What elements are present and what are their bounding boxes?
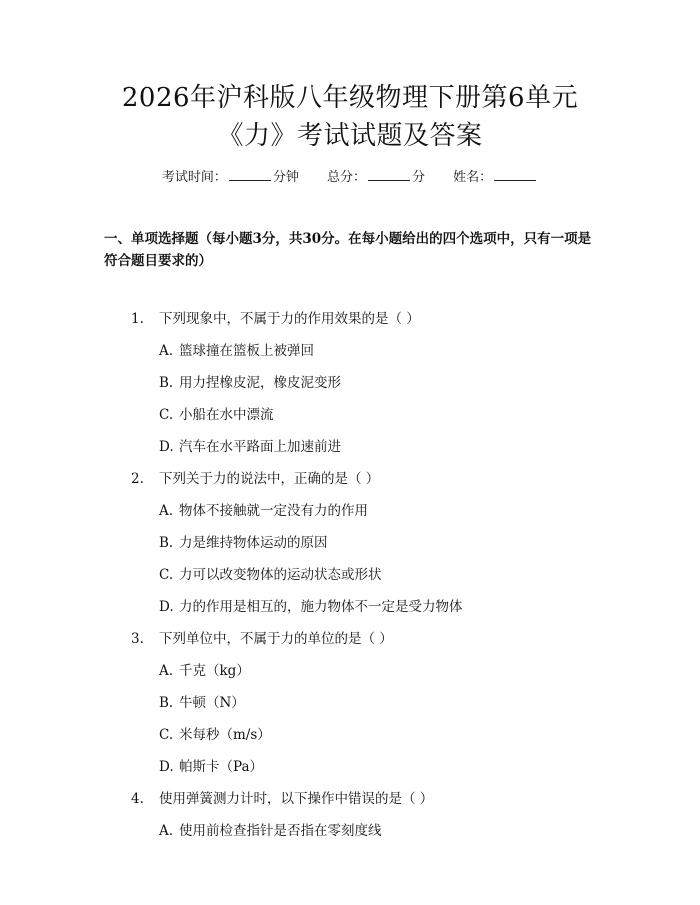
document-title-line2: 《力》考试试题及答案 — [217, 121, 483, 151]
question-3-option-d — [159, 757, 263, 777]
question-2-option-a — [159, 501, 368, 521]
question-3-option-a — [159, 661, 250, 681]
student-name-label: 姓名： — [453, 170, 493, 185]
section-heading: 一、单项选择题（每小题3分，共30分。在每小题给出的四个选项中，只有一项是符合题目要求的） — [104, 231, 592, 269]
question-number: 1. — [131, 311, 144, 327]
question-text: 使用弹簧测力计时，以下操作中错误的是（ ） — [159, 791, 434, 807]
question-1-option-c — [159, 405, 274, 425]
exam-time-blank — [229, 168, 271, 181]
question-3-option-c — [159, 725, 271, 745]
option-letter: B. — [159, 375, 174, 391]
option-letter: D. — [159, 759, 174, 775]
option-text: 用力捏橡皮泥，橡皮泥变形 — [179, 375, 341, 391]
question-2-option-c — [159, 565, 382, 585]
option-letter: C. — [159, 567, 174, 583]
option-letter: D. — [159, 439, 174, 455]
option-text: 篮球撞在篮板上被弹回 — [179, 343, 314, 359]
question-4 — [131, 789, 433, 809]
question-1-option-b — [159, 373, 341, 393]
question-1-option-a — [159, 341, 314, 361]
question-2 — [131, 469, 379, 489]
question-2-option-d — [159, 597, 463, 617]
option-text: 力的作用是相互的，施力物体不一定是受力物体 — [179, 599, 463, 615]
question-number: 4. — [131, 791, 144, 807]
student-name-blank — [494, 168, 536, 181]
option-text: 汽车在水平路面上加速前进 — [179, 439, 341, 455]
option-letter: A. — [159, 823, 174, 839]
exam-time-label: 考试时间： — [161, 170, 227, 185]
option-letter: B. — [159, 695, 174, 711]
option-text: 千克（kg） — [179, 663, 250, 679]
student-name-field — [453, 168, 538, 188]
question-number: 2. — [131, 471, 144, 487]
question-3 — [131, 629, 393, 649]
option-letter: D. — [159, 599, 174, 615]
exam-info-row — [0, 168, 700, 188]
total-score-field — [327, 168, 425, 188]
option-letter: A. — [159, 343, 174, 359]
question-text: 下列单位中，不属于力的单位的是（ ） — [159, 631, 393, 647]
question-number: 3. — [131, 631, 144, 647]
exam-time-unit: 分钟 — [272, 170, 299, 185]
document-title-line1: 2026年沪科版八年级物理下册第6单元 — [121, 83, 579, 113]
option-text: 米每秒（m/s） — [179, 727, 271, 743]
option-text: 帕斯卡（Pa） — [179, 759, 264, 775]
question-2-option-b — [159, 533, 328, 553]
option-letter: A. — [159, 503, 174, 519]
option-text: 牛顿（N） — [179, 695, 245, 711]
option-letter: A. — [159, 663, 174, 679]
exam-time-field — [162, 168, 299, 188]
option-letter: C. — [159, 407, 174, 423]
option-text: 物体不接触就一定没有力的作用 — [179, 503, 368, 519]
question-4-option-a — [159, 821, 382, 841]
option-letter: B. — [159, 535, 174, 551]
question-text: 下列关于力的说法中，正确的是（ ） — [159, 471, 380, 487]
total-score-label: 总分： — [326, 170, 366, 185]
option-text: 使用前检查指针是否指在零刻度线 — [179, 823, 382, 839]
question-text: 下列现象中，不属于力的作用效果的是（ ） — [159, 311, 420, 327]
option-text: 小船在水中漂流 — [179, 407, 274, 423]
question-1-option-d — [159, 437, 341, 457]
total-score-blank — [368, 168, 410, 181]
option-text: 力可以改变物体的运动状态或形状 — [179, 567, 382, 583]
option-text: 力是维持物体运动的原因 — [179, 535, 328, 551]
option-letter: C. — [159, 727, 174, 743]
question-1 — [131, 309, 420, 329]
question-3-option-b — [159, 693, 245, 713]
total-score-unit: 分 — [412, 170, 426, 185]
